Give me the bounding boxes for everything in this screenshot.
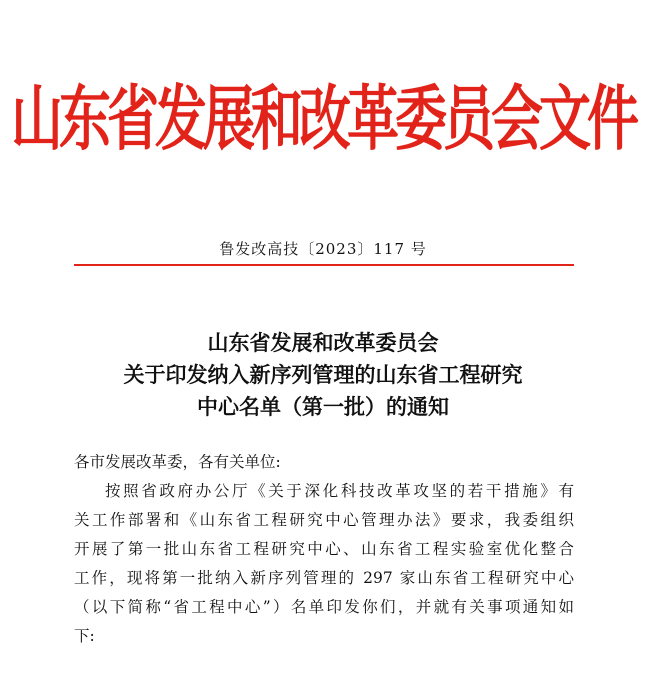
paragraph-line: 关工作部署和《山东省工程研究中心管理办法》要求，我委组织 [74, 511, 574, 529]
title-line-3: 中心名单（第一批）的通知 [197, 394, 449, 419]
paragraph-line: 按照省政府办公厅《关于深化科技改革攻坚的若干措施》有 [105, 482, 574, 500]
document-number: 鲁发改高技〔2023〕117 号 [219, 240, 427, 258]
paragraph-line: （以下简称“省工程中心”）名单印发你们，并就有关事项通知如 [74, 598, 574, 616]
salutation: 各市发展改革委，各有关单位: [74, 453, 281, 471]
paragraph-line: 工作，现将第一批纳入新序列管理的 297 家山东省工程研究中心 [74, 569, 574, 587]
paragraph-line: 开展了第一批山东省工程研究中心、山东省工程实验室优化整合 [74, 540, 574, 558]
title-line-1: 山东省发展和改革委员会 [207, 330, 439, 355]
document-body [74, 448, 574, 651]
document-title [60, 327, 586, 423]
paragraph-line: 下: [74, 627, 95, 645]
issuer-masthead: 山东省发展和改革委员会文件 [10, 78, 635, 161]
body-paragraph [74, 477, 574, 651]
title-line-2: 关于印发纳入新序列管理的山东省工程研究 [123, 362, 523, 387]
red-divider-line [74, 264, 574, 266]
